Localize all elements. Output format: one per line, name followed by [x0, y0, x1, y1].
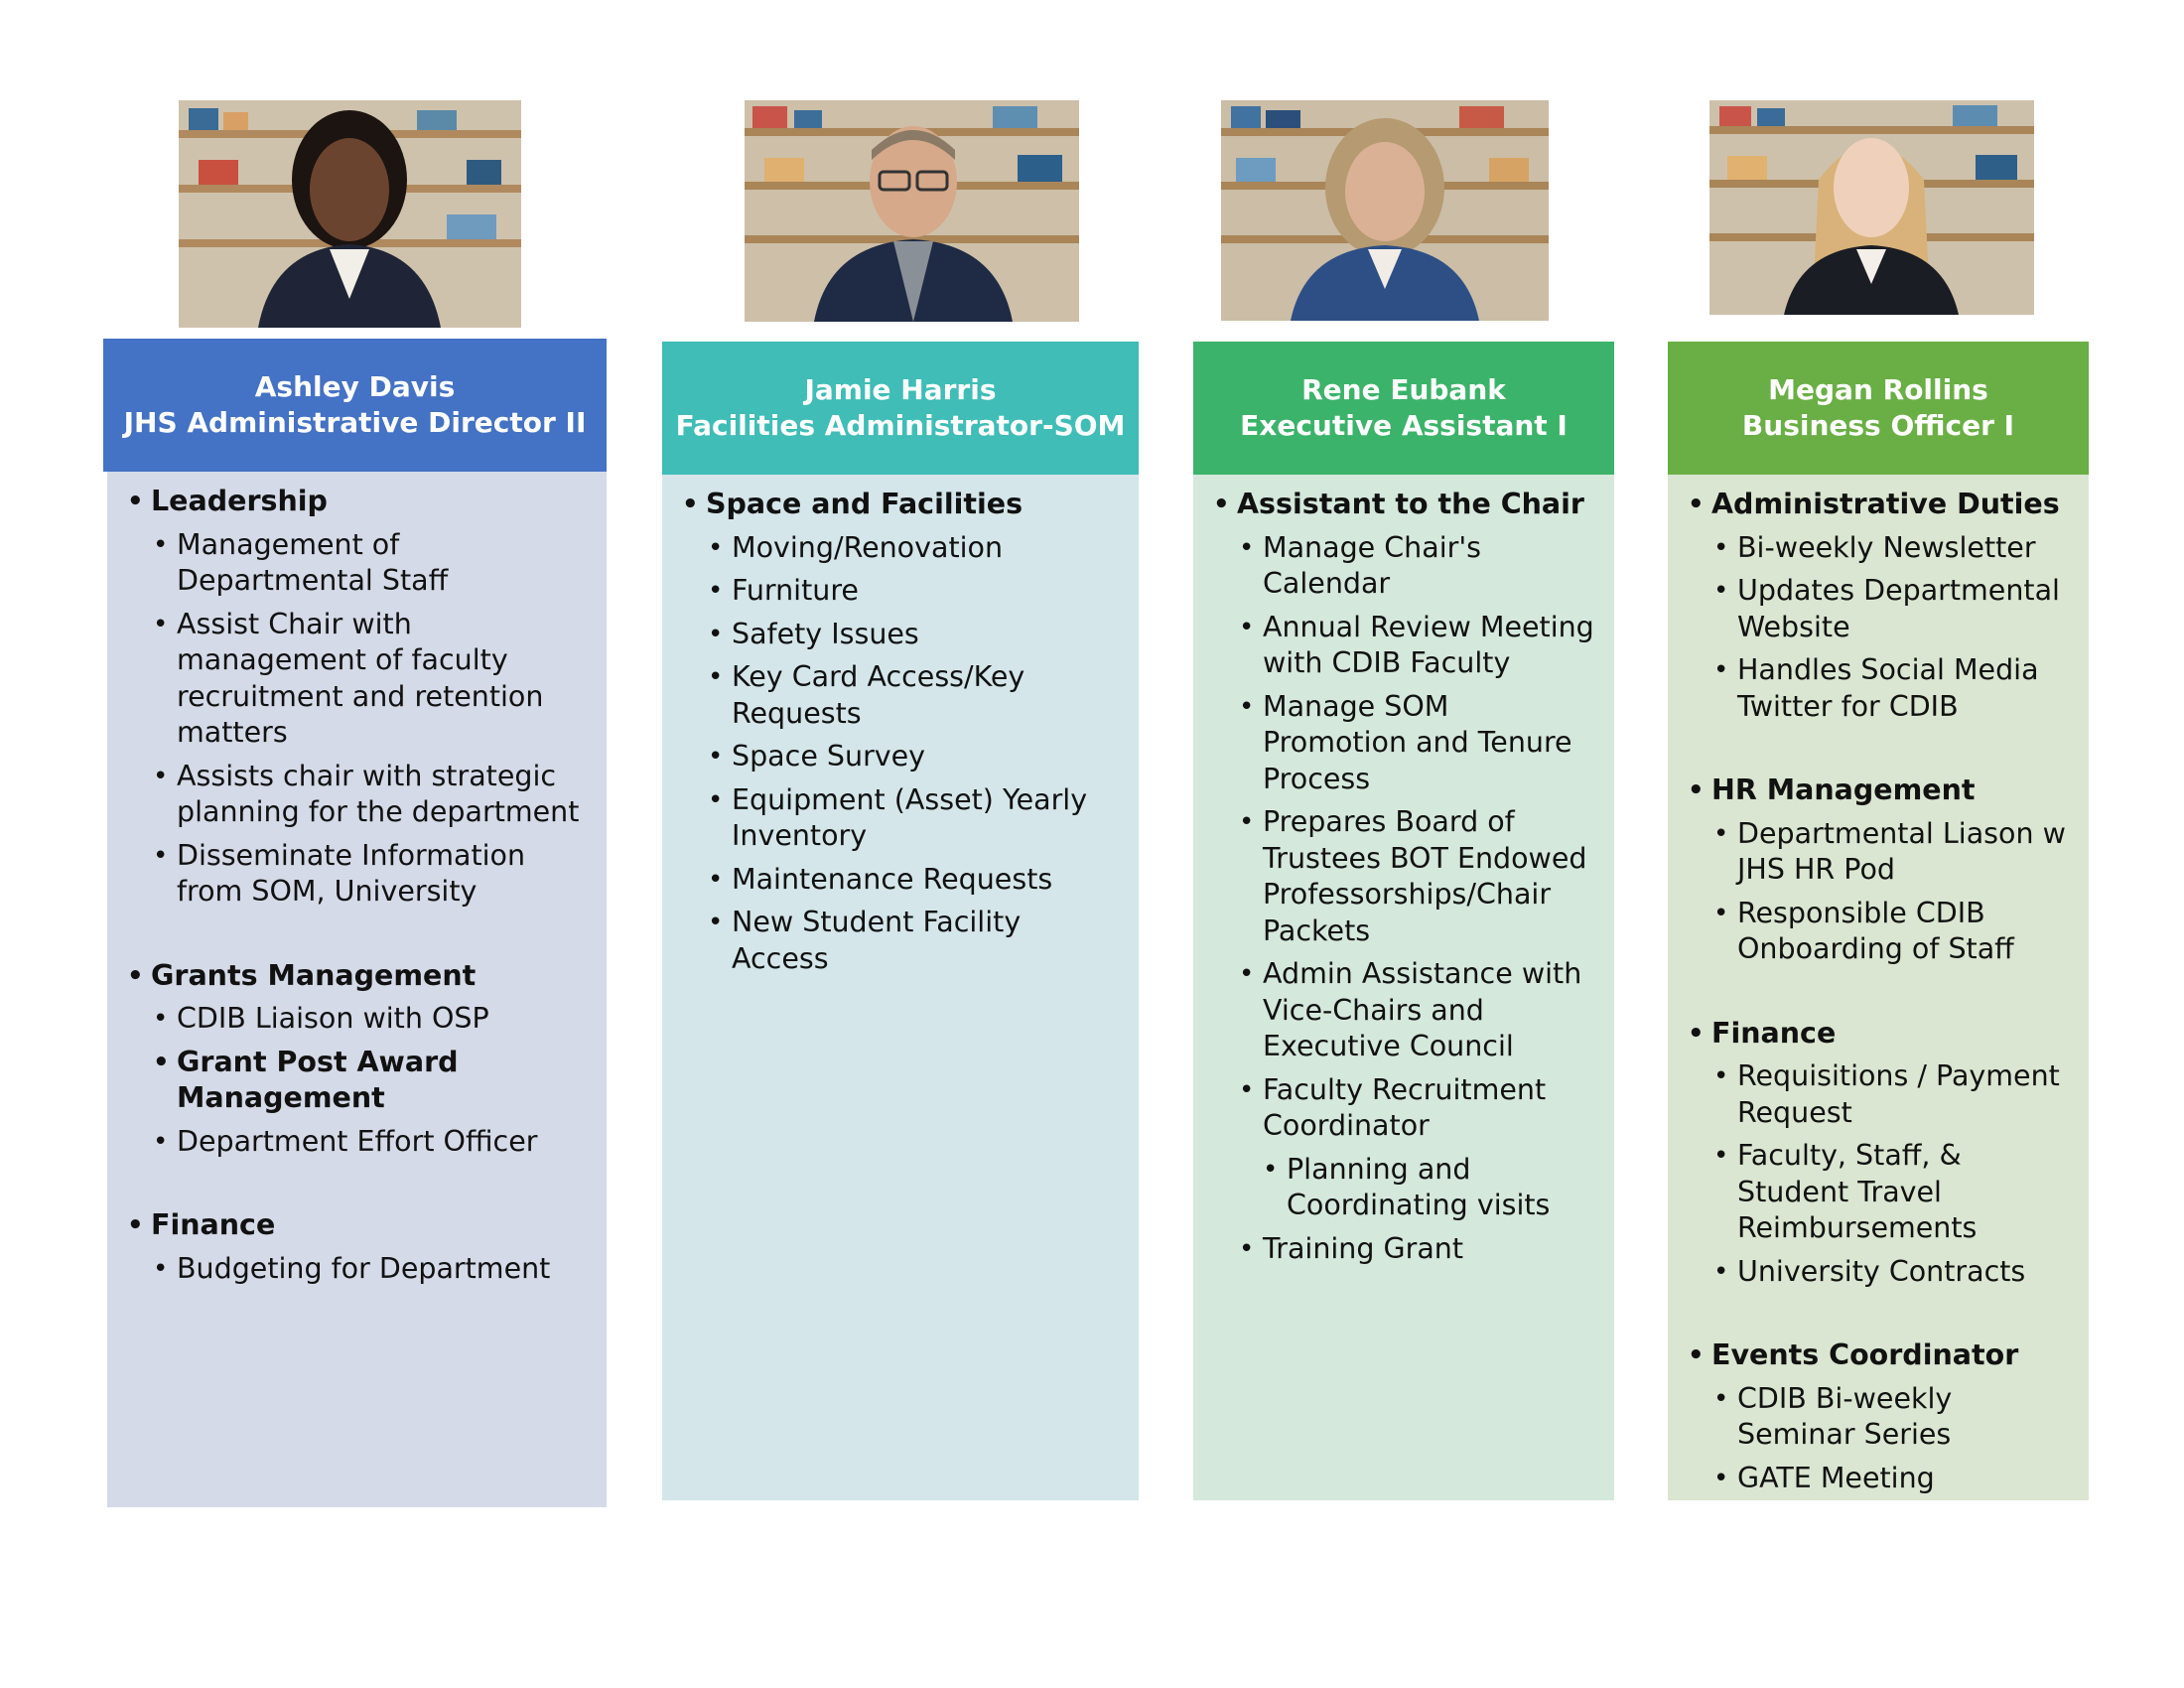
card-header: [1193, 342, 1614, 475]
list-item: • Moving/Renovation: [682, 530, 1125, 567]
card-header: [103, 339, 607, 472]
list-item: • Updates Departmental Website: [1688, 573, 2075, 645]
person-name: Ashley Davis: [254, 370, 456, 403]
section-heading: • Finance: [127, 1207, 593, 1244]
list-item: • Prepares Board of Trustees BOT Endowed Professorships/Chair Packets: [1213, 804, 1600, 949]
list-item: • Key Card Access/Key Requests: [682, 659, 1125, 732]
list-item: • Bi-weekly Newsletter: [1688, 530, 2075, 567]
list-item: • Annual Review Meeting with CDIB Faculty: [1213, 610, 1600, 682]
card-megan-rollins: [1668, 342, 2089, 1500]
section-space-and-facilities: [682, 487, 1125, 977]
section-finance: [127, 1207, 593, 1287]
section-events-coordinator: [1688, 1337, 2075, 1496]
list-item: • University Contracts: [1688, 1254, 2075, 1291]
sub-list-item: • Planning and Coordinating visits: [1213, 1152, 1600, 1224]
person-title: Executive Assistant I: [1240, 409, 1568, 442]
person-title: Facilities Administrator-SOM: [675, 409, 1126, 442]
photo-rene-eubank: [1221, 100, 1549, 321]
section-heading: • Space and Facilities: [682, 487, 1125, 523]
list-item: • Training Grant: [1213, 1231, 1600, 1268]
section-heading: • HR Management: [1688, 773, 2075, 809]
list-item: • CDIB Liaison with OSP: [127, 1001, 593, 1038]
section-administrative-duties: [1688, 487, 2075, 725]
list-item: • Space Survey: [682, 739, 1125, 775]
list-item: • Assist Chair with management of faculty recruitment and retention matters: [127, 607, 593, 752]
list-item: • Responsible CDIB Onboarding of Staff: [1688, 896, 2075, 968]
section-grants-management: [127, 958, 593, 1161]
card-rene-eubank: [1193, 342, 1614, 1500]
list-item: • CDIB Bi-weekly Seminar Series: [1688, 1381, 2075, 1454]
card-header: [662, 342, 1139, 475]
person-name: Rene Eubank: [1301, 373, 1506, 406]
section-finance: [1688, 1016, 2075, 1291]
section-leadership: [127, 484, 593, 911]
section-heading: • Administrative Duties: [1688, 487, 2075, 523]
section-heading: • Finance: [1688, 1016, 2075, 1053]
person-name: Megan Rollins: [1768, 373, 1988, 406]
person-title: JHS Administrative Director II: [123, 406, 587, 439]
list-item: • Department Effort Officer: [127, 1124, 593, 1161]
list-item: • Faculty, Staff, & Student Travel Reimbursements: [1688, 1138, 2075, 1247]
list-item: • Disseminate Information from SOM, University: [127, 838, 593, 911]
section-heading: • Events Coordinator: [1688, 1337, 2075, 1374]
person-name: Jamie Harris: [804, 373, 997, 406]
section-heading: • Leadership: [127, 484, 593, 520]
list-item: • Departmental Liason w JHS HR Pod: [1688, 816, 2075, 889]
list-item: • Manage Chair's Calendar: [1213, 530, 1600, 603]
section-heading: • Grants Management: [127, 958, 593, 995]
card-body: [1668, 475, 2089, 1500]
section-heading: • Assistant to the Chair: [1213, 487, 1600, 523]
list-item: • Assists chair with strategic planning for the department: [127, 759, 593, 831]
card-jamie-harris: [662, 342, 1139, 1500]
list-item: • Management of Departmental Staff: [127, 527, 593, 600]
person-title: Business Officer I: [1741, 409, 2015, 442]
card-body: [107, 472, 607, 1507]
list-item: • New Student Facility Access: [682, 905, 1125, 977]
card-body: [662, 475, 1139, 1500]
card-ashley-davis: [103, 339, 607, 1507]
card-body: [1193, 475, 1614, 1500]
section-hr-management: [1688, 773, 2075, 968]
list-item: • Budgeting for Department: [127, 1251, 593, 1288]
list-item: • Safety Issues: [682, 617, 1125, 653]
photo-ashley-davis: [179, 100, 521, 328]
list-item: • Faculty Recruitment Coordinator: [1213, 1072, 1600, 1145]
list-item: • GATE Meeting: [1688, 1461, 2075, 1497]
photo-megan-rollins: [1709, 100, 2034, 315]
section-assistant-to-the-chair: [1213, 487, 1600, 1267]
list-item: • Equipment (Asset) Yearly Inventory: [682, 782, 1125, 855]
photo-jamie-harris: [745, 100, 1079, 322]
list-item: • Handles Social Media Twitter for CDIB: [1688, 652, 2075, 725]
list-item: • Manage SOM Promotion and Tenure Process: [1213, 689, 1600, 798]
list-item: • Requisitions / Payment Request: [1688, 1058, 2075, 1131]
card-header: [1668, 342, 2089, 475]
list-item: • Grant Post Award Management: [127, 1045, 593, 1117]
list-item: • Maintenance Requests: [682, 862, 1125, 899]
list-item: • Admin Assistance with Vice-Chairs and Executive Council: [1213, 956, 1600, 1065]
list-item: • Furniture: [682, 573, 1125, 610]
